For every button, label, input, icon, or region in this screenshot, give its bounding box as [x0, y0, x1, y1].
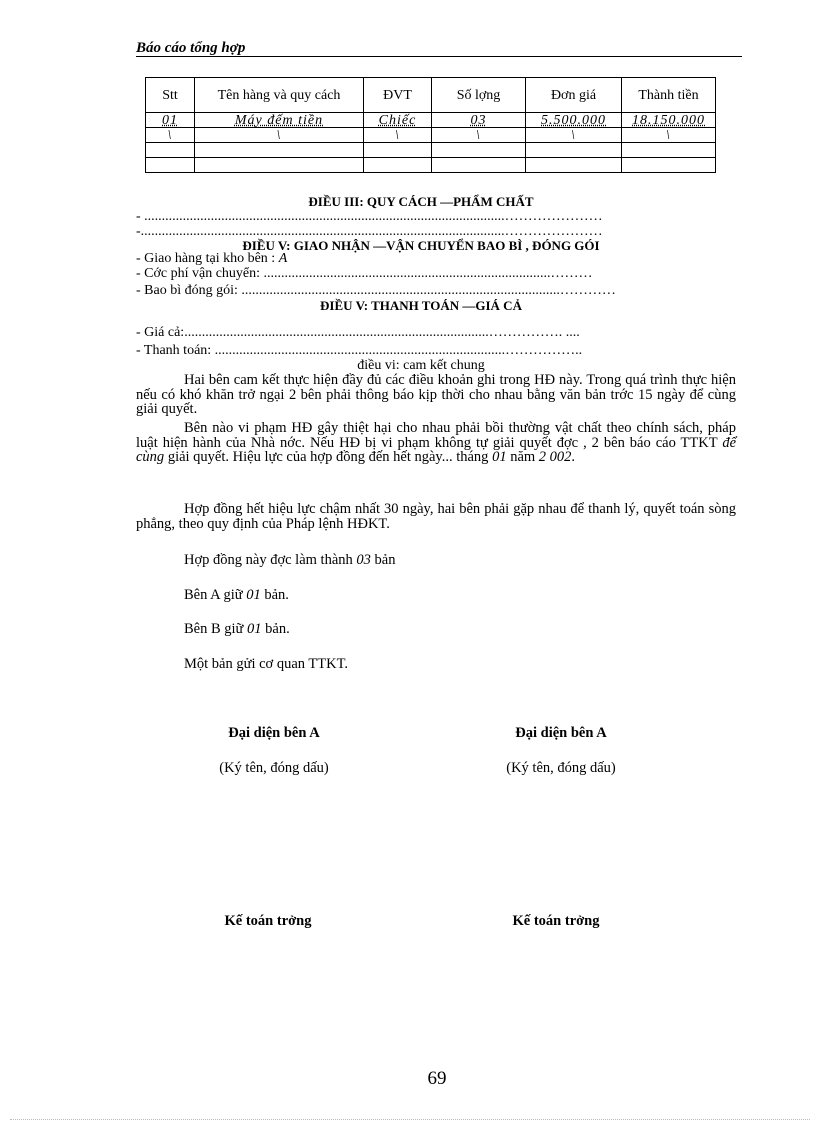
signature-left-title: Đại diện bên A [228, 725, 320, 741]
copies-text: bản [374, 552, 396, 568]
col-stt: Stt [146, 78, 195, 113]
table-cell [364, 143, 432, 158]
paragraph-text: Bên nào vi phạm HĐ gây thiệt hại cho nhau phải bồi thường vật chất theo chính sách, pháp luật hiện hành của Nhà nớc. Nếu HĐ bị vi phạm không tự giải quyết đợc , 2 bên báo cáo TTKT [136, 420, 736, 451]
commitment-paragraph-3: Hợp đồng hết hiệu lực chậm nhất 30 ngày, hai bên phải gặp nhau để thanh lý, quyết toán sòng phẳng, theo quy định của Pháp lệnh HĐKT. [136, 501, 736, 532]
table-cell: \ [526, 128, 622, 143]
table-header-row [146, 78, 716, 113]
table-cell: \ [195, 128, 364, 143]
table-cell [195, 143, 364, 158]
table-cell: 18.150.000 [622, 113, 716, 128]
page-bottom-rule [10, 1119, 810, 1120]
paragraph-text: năm [510, 449, 536, 465]
table-cell [622, 143, 716, 158]
table-cell [146, 143, 195, 158]
col-total: Thành tiền [622, 78, 716, 113]
table-cell [432, 143, 526, 158]
signature-left-note: (Ký tên, đóng dấu) [219, 760, 329, 776]
table-cell [622, 158, 716, 173]
running-header: Báo cáo tổng hợp [136, 40, 742, 57]
party-a-copies [184, 587, 289, 603]
agency-copy: Một bản gửi cơ quan TTKT. [184, 656, 348, 672]
article-3-heading: ĐIỀU III: QUY CÁCH —PHẨM CHẤT [308, 194, 534, 209]
article-4-line-1 [136, 251, 287, 266]
party-a-text: Bên A giữ [184, 587, 243, 603]
end-year: 2 002 [538, 449, 572, 465]
party-b-count: 01 [247, 621, 262, 637]
table-cell [195, 158, 364, 173]
col-product: Tên hàng và quy cách [195, 78, 364, 113]
party-b-text: bản. [265, 621, 290, 637]
table-cell: 01 [146, 113, 195, 128]
commitment-paragraph-2 [136, 421, 736, 465]
col-unit: ĐVT [364, 78, 432, 113]
table-cell: Máy đếm tiền [195, 113, 364, 128]
copies-count: 03 [356, 552, 371, 568]
table-cell [432, 158, 526, 173]
table-cell: \ [364, 128, 432, 143]
table-row [146, 128, 716, 143]
party-b-text: Bên B giữ [184, 621, 244, 637]
article-4-heading: ĐIỀU V: GIAO NHẬN —VẬN CHUYỂN BAO BÌ , ĐÓNG GÓI [242, 238, 600, 253]
article-3-line-2: -........................................................................................................………………… [136, 224, 603, 239]
table-cell [526, 158, 622, 173]
article-4-line-3: - Bao bì đóng gói: ...........................................................................................………… [136, 283, 616, 298]
copies-text: Hợp đồng này đợc làm thành [184, 552, 353, 568]
table-cell: 03 [432, 113, 526, 128]
table-row [146, 143, 716, 158]
table-cell: Chiếc [364, 113, 432, 128]
table-row [146, 113, 716, 128]
signature-right-note: (Ký tên, đóng dấu) [506, 760, 616, 776]
party-a-count: 01 [246, 587, 261, 603]
table-cell: \ [146, 128, 195, 143]
table-cell [526, 143, 622, 158]
table-cell: 5.500.000 [526, 113, 622, 128]
col-quantity: Số lợng [432, 78, 526, 113]
col-unit-price: Đơn giá [526, 78, 622, 113]
table-cell [364, 158, 432, 173]
delivery-party: A [278, 251, 288, 266]
goods-table [145, 77, 716, 173]
paragraph-text: giải quyết. Hiệu lực của hợp đồng đến hết ngày... tháng [167, 449, 489, 465]
table-cell [146, 158, 195, 173]
article-5-heading: ĐIỀU V: THANH TOÁN —GIÁ CẢ [320, 298, 522, 313]
party-a-text: bản. [264, 587, 289, 603]
article-4-line-2: - Cớc phí vận chuyển: ..................................................................................……… [136, 266, 593, 281]
page-number: 69 [427, 1068, 447, 1089]
accountant-right: Kế toán trởng [512, 913, 600, 929]
article-5-line-1: - Giá cả:.......................................................................................……………. .... [136, 325, 580, 340]
delivery-label: - Giao hàng tại kho bên : [136, 251, 276, 266]
paragraph-text: . [571, 449, 576, 465]
copies-line [184, 552, 395, 568]
accountant-left: Kế toán trởng [224, 913, 312, 929]
article-3-line-1: - .......................................................................................................………………… [136, 209, 603, 224]
table-cell: \ [432, 128, 526, 143]
article-5-line-2: - Thanh toán: ...................................................................................…………….. [136, 343, 583, 358]
article-6-heading: điều vi: cam kết chung [357, 358, 485, 373]
end-month: 01 [492, 449, 507, 465]
paragraph-text-italic: để cùng [136, 434, 737, 465]
commitment-paragraph-1: Hai bên cam kết thực hiện đầy đủ các điều khoản ghi trong HĐ này. Trong quá trình thực hiện nếu có khó khăn trở ngại 2 bên phải thông báo kịp thời cho nhau bằng văn bản trớc 15 ngày để cùng giải quyết. [136, 372, 736, 417]
table-row [146, 158, 716, 173]
table-cell: \ [622, 128, 716, 143]
signature-right-title: Đại diện bên A [515, 725, 607, 741]
party-b-copies [184, 621, 290, 637]
